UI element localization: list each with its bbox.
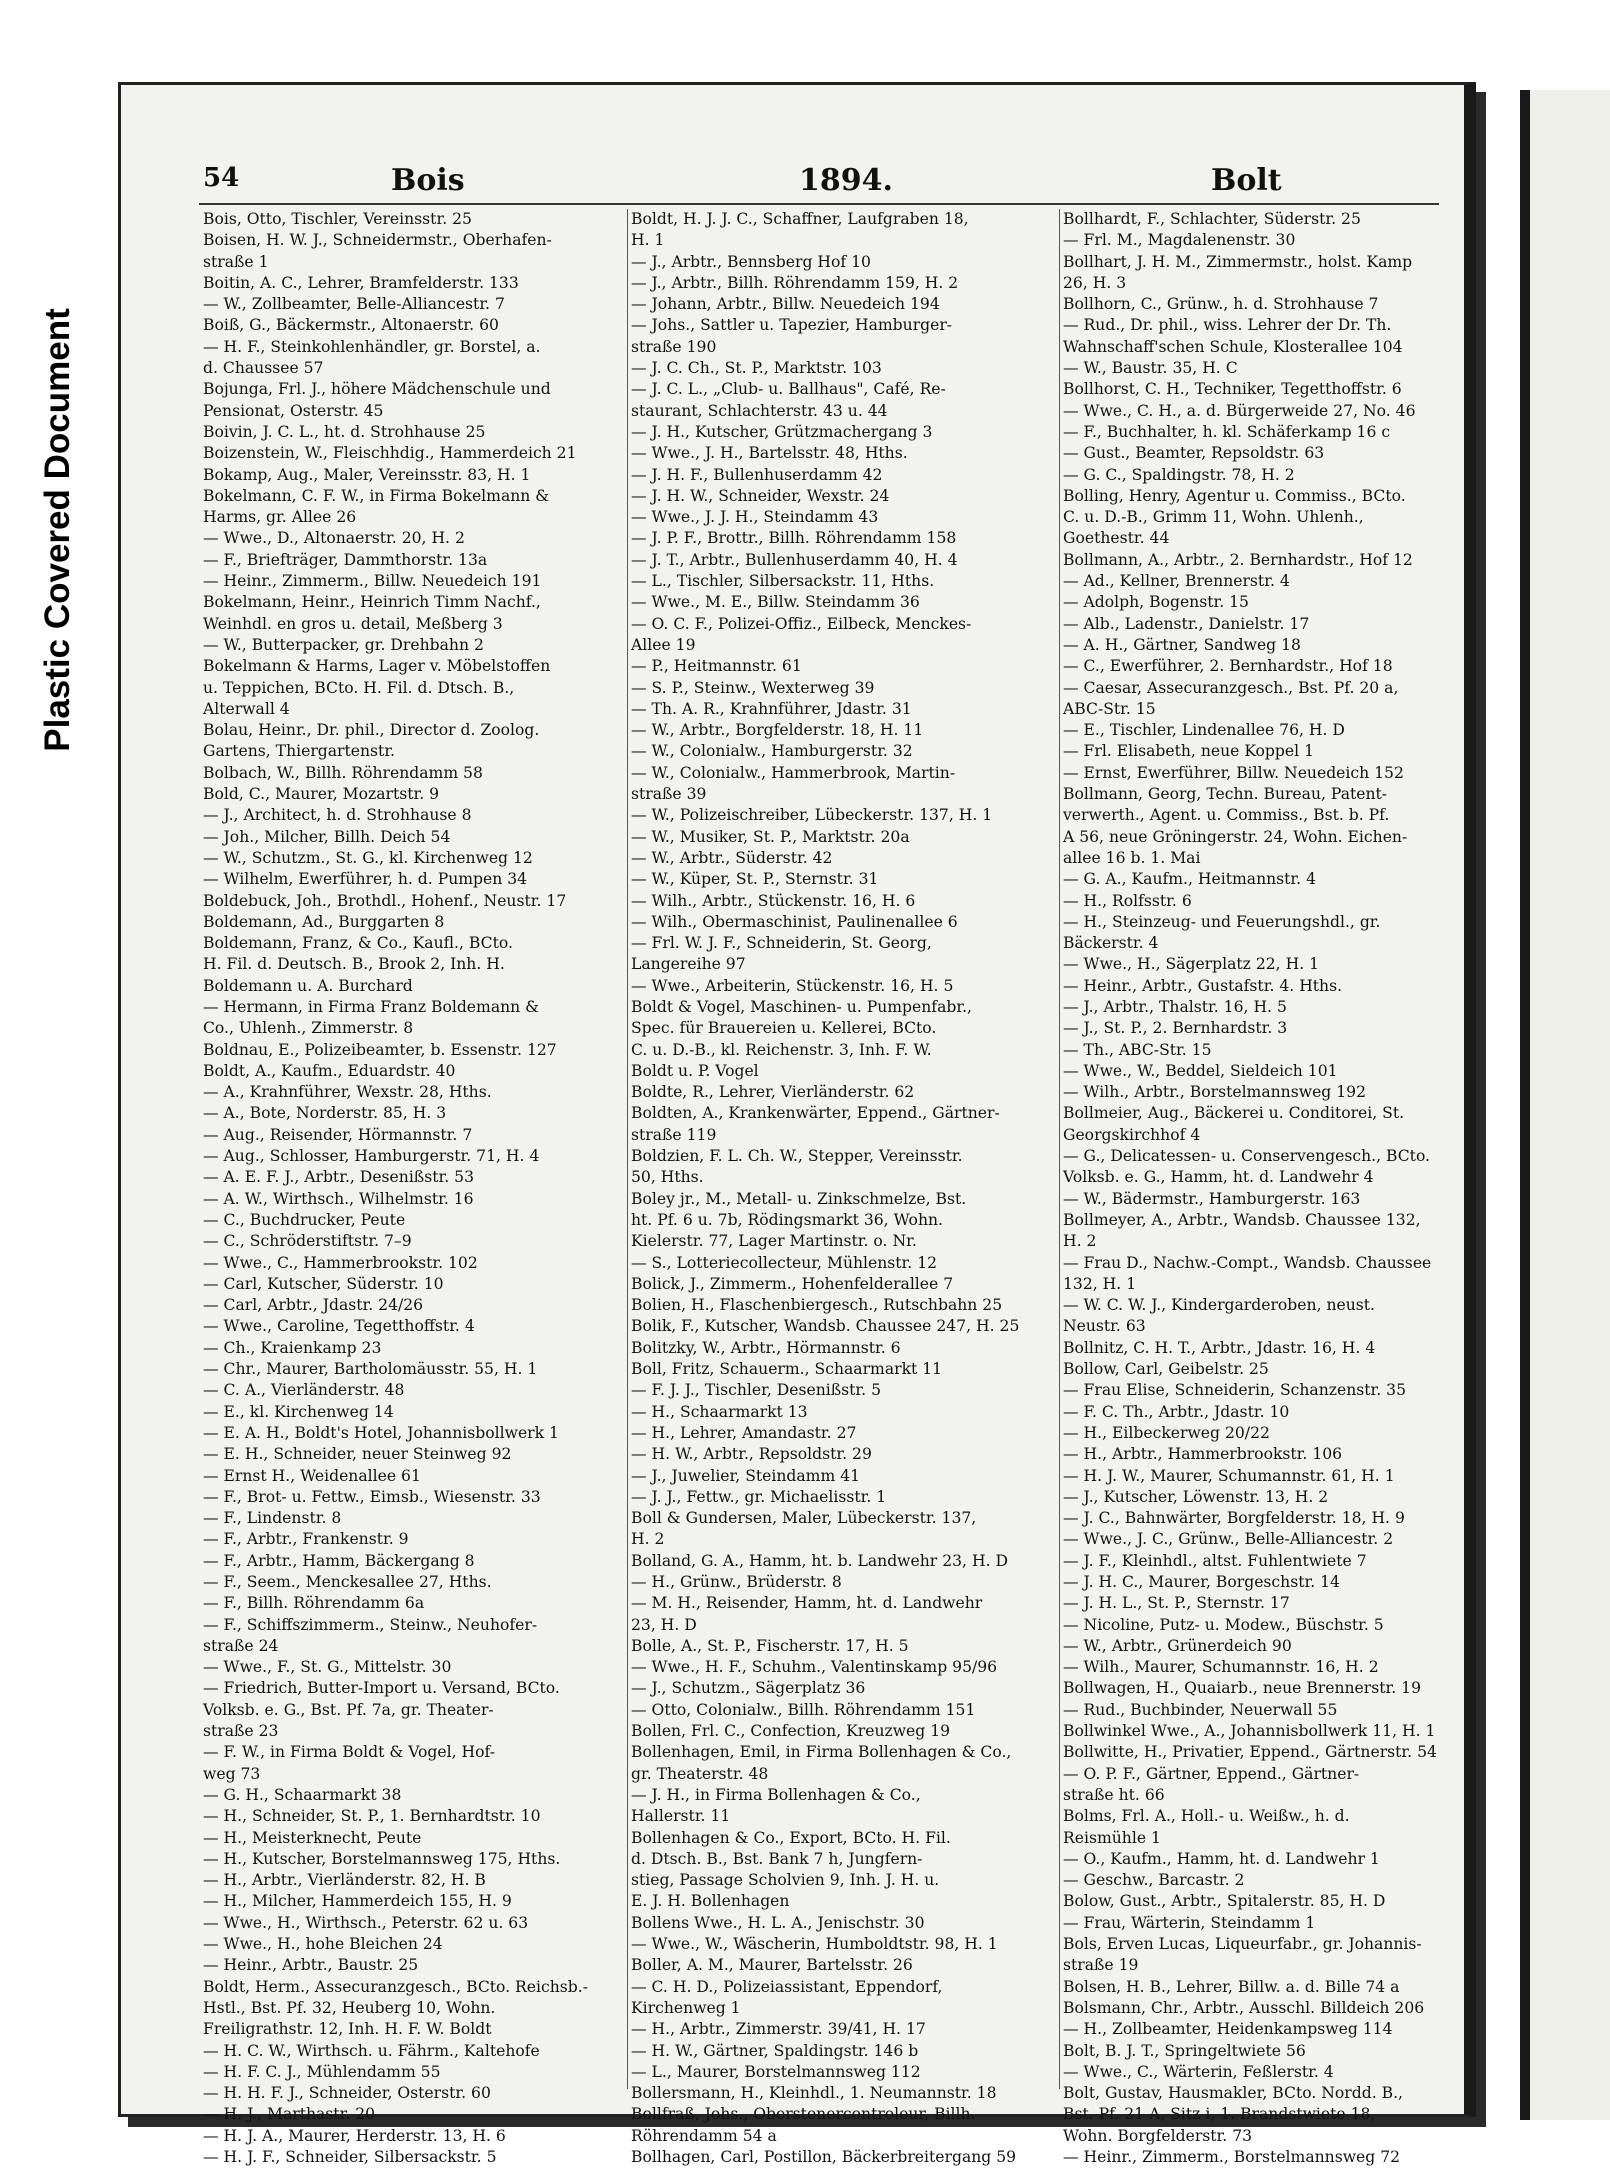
directory-entry-line: — Otto, Colonialw., Billh. Röhrendamm 151 [631, 1700, 976, 1719]
directory-entry-line: Boldt, H. J. J. C., Schaffner, Laufgraben 18, [631, 210, 969, 228]
column-divider-2 [1059, 209, 1060, 2089]
directory-entry-line: — J. P. F., Brottr., Billh. Röhrendamm 158 [631, 529, 957, 548]
directory-entry-line: Neustr. 63 [1063, 1317, 1146, 1336]
directory-column-3 [1063, 209, 1453, 2168]
directory-page [118, 82, 1476, 2167]
directory-entry-line: — H., Grünw., Brüderstr. 8 [631, 1573, 842, 1591]
directory-entry-line: — Carl, Kutscher, Süderstr. 10 [203, 1274, 444, 1293]
directory-entry-line: Bollwitte, H., Privatier, Eppend., Gärtnerstr. 54 [1063, 1743, 1437, 1762]
directory-entry-line: Bokelmann, Heinr., Heinrich Timm Nachf., [203, 593, 541, 612]
directory-entry-line: Bollhagen, Carl, Postillon, Bäckerbreitergang 59 [631, 2148, 1017, 2167]
directory-entry-line: Bollen, Frl. C., Confection, Kreuzweg 19 [631, 1722, 951, 1741]
directory-entry-line: — Friedrich, Butter-Import u. Versand, BCto. [203, 1679, 560, 1698]
directory-entry-line: — J. F., Kleinhdl., altst. Fuhlentwiete 7 [1063, 1551, 1367, 1570]
directory-entry-line: — H., Lehrer, Amandastr. 27 [631, 1423, 857, 1442]
directory-entry-line: — Wwe., Caroline, Tegetthoffstr. 4 [203, 1317, 475, 1336]
directory-entry-line: — H., Schneider, St. P., 1. Bernhardtstr. 10 [203, 1807, 541, 1826]
directory-entry-line: — H., Arbtr., Zimmerstr. 39/41, H. 17 [631, 2020, 926, 2039]
directory-entry-line: Bollenhagen & Co., Export, BCto. H. Fil. [631, 1828, 951, 1847]
directory-entry-line: — A. E. F. J., Arbtr., Desenißstr. 53 [203, 1168, 474, 1187]
directory-entry-line: C. u. D.-B., kl. Reichenstr. 3, Inh. F. W. [631, 1040, 932, 1059]
directory-entry-line: Bolik, F., Kutscher, Wandsb. Chaussee 247, H. 25 [631, 1317, 1020, 1336]
directory-entry-line: — Wwe., D., Altonaerstr. 20, H. 2 [203, 529, 465, 548]
directory-entry-line: — G., Delicatessen- u. Conservengesch., BCto. [1063, 1147, 1431, 1166]
directory-entry-line: ABC-Str. 15 [1063, 699, 1156, 718]
directory-entry-line: — Wwe., H., hohe Bleichen 24 [203, 1935, 443, 1954]
directory-entry-line: Boley jr., M., Metall- u. Zinkschmelze, Bst. [631, 1189, 967, 1208]
directory-entry-line: Bollersmann, H., Kleinhdl., 1. Neumannstr. 18 [631, 2084, 997, 2103]
directory-entry-line: Boldemann, Ad., Burggarten 8 [203, 912, 445, 931]
directory-entry-line: Bollwinkel Wwe., A., Johannisbollwerk 11, H. 1 [1063, 1722, 1436, 1741]
directory-entry-line: H. 2 [1063, 1232, 1097, 1251]
directory-entry-line: Bollfraß, Johs., Oberstenercontroleur, Billh. [631, 2105, 976, 2124]
directory-entry-line: — J., Arbtr., Thalstr. 16, H. 5 [1063, 997, 1287, 1016]
directory-entry-line: Harms, gr. Allee 26 [203, 508, 357, 527]
directory-entry-line: Bollmeyer, A., Arbtr., Wandsb. Chaussee 132, [1063, 1210, 1421, 1229]
directory-entry-line: — Wilh., Arbtr., Stückenstr. 16, H. 6 [631, 891, 916, 910]
directory-entry-line: Bokelmann & Harms, Lager v. Möbelstoffen [203, 657, 551, 676]
header-rule [199, 203, 1439, 205]
directory-entry-line: — H., Kutscher, Borstelmannsweg 175, Hths. [203, 1849, 561, 1868]
directory-entry-line: — Geschw., Barcastr. 2 [1063, 1871, 1245, 1890]
directory-entry-line: Alterwall 4 [203, 699, 290, 718]
directory-entry-line: Allee 19 [631, 635, 696, 654]
directory-entry-line: Bollow, Carl, Geibelstr. 25 [1063, 1360, 1269, 1379]
directory-entry-line: — Wwe., W., Wäscherin, Humboldtstr. 98, H. 1 [631, 1935, 998, 1954]
directory-entry-line: Pensionat, Osterstr. 45 [203, 401, 384, 420]
directory-entry-line: — F. C. Th., Arbtr., Jdastr. 10 [1063, 1402, 1290, 1421]
directory-entry-line: Goethestr. 44 [1063, 529, 1170, 548]
directory-entry-line: Bollmeier, Aug., Bäckerei u. Conditorei, St. [1063, 1104, 1405, 1123]
directory-entry-line: straße 1 [203, 252, 269, 271]
directory-entry-line: — A., Bote, Norderstr. 85, H. 3 [203, 1104, 447, 1123]
directory-entry-line: — Ernst H., Weidenallee 61 [203, 1466, 421, 1485]
directory-entry-line: — Wwe., W., Beddel, Sieldeich 101 [1063, 1061, 1338, 1080]
directory-entry-line: — J. H. L., St. P., Sternstr. 17 [1063, 1594, 1290, 1613]
directory-entry-line: — A. W., Wirthsch., Wilhelmstr. 16 [203, 1189, 474, 1208]
directory-entry-line: Boldt, A., Kaufm., Eduardstr. 40 [203, 1061, 456, 1080]
directory-entry-line: Boivin, J. C. L., ht. d. Strohhause 25 [203, 422, 486, 441]
directory-entry-line: ht. Pf. 6 u. 7b, Rödingsmarkt 36, Wohn. [631, 1210, 943, 1229]
directory-entry-line: — Frau Elise, Schneiderin, Schanzenstr. 35 [1063, 1381, 1407, 1400]
directory-entry-line: — H., Zollbeamter, Heidenkampsweg 114 [1063, 2020, 1393, 2039]
directory-entry-line: Wohn. Borgfelderstr. 73 [1063, 2126, 1253, 2145]
directory-entry-line: — F., Billh. Röhrendamm 6a [203, 1594, 425, 1613]
directory-entry-line: — W., Arbtr., Grünerdeich 90 [1063, 1636, 1292, 1655]
directory-entry-line: — Wwe., M. E., Billw. Steindamm 36 [631, 593, 920, 612]
directory-entry-line: Langereihe 97 [631, 955, 746, 974]
directory-entry-line: — W., Baustr. 35, H. C [1063, 359, 1238, 378]
running-head-right: Bolt [1211, 163, 1282, 198]
directory-entry-line: verwerth., Agent. u. Commiss., Bst. b. Pf. [1063, 806, 1390, 825]
side-label [28, 260, 88, 800]
directory-entry-line: — Wwe., Arbeiterin, Stückenstr. 16, H. 5 [631, 976, 954, 995]
page-number: 54 [203, 163, 240, 193]
directory-entry-line: Georgskirchhof 4 [1063, 1125, 1201, 1144]
directory-entry-line: — Ch., Kraienkamp 23 [203, 1338, 382, 1357]
directory-entry-line: Bolt, Gustav, Hausmakler, BCto. Nordd. B., [1063, 2084, 1404, 2103]
directory-entry-line: H. Fil. d. Deutsch. B., Brook 2, Inh. H. [203, 955, 505, 974]
directory-entry-line: — Hermann, in Firma Franz Boldemann & [203, 997, 540, 1016]
directory-entry-line: — Ernst, Ewerführer, Billw. Neuedeich 152 [1063, 763, 1404, 782]
directory-entry-line: Bolbach, W., Billh. Röhrendamm 58 [203, 763, 483, 782]
directory-entry-line: Bols, Erven Lucas, Liqueurfabr., gr. Johannis- [1063, 1935, 1422, 1954]
directory-entry-line: — Frau, Wärterin, Steindamm 1 [1063, 1913, 1316, 1932]
directory-entry-line: — Wwe., J. H., Bartelsstr. 48, Hths. [631, 444, 908, 463]
directory-entry-line: Bollens Wwe., H. L. A., Jenischstr. 30 [631, 1913, 925, 1932]
directory-entry-line: — Joh., Milcher, Billh. Deich 54 [203, 827, 451, 846]
directory-entry-line: — C., Buchdrucker, Peute [203, 1210, 406, 1229]
directory-entry-line: — J., Architect, h. d. Strohhause 8 [203, 806, 472, 825]
directory-entry-line: Bolau, Heinr., Dr. phil., Director d. Zoolog. [203, 721, 540, 740]
directory-entry-line: — J. T., Arbtr., Bullenhuserdamm 40, H. 4 [631, 550, 958, 569]
directory-entry-line: — J. J., Fettw., gr. Michaelisstr. 1 [631, 1487, 887, 1506]
directory-entry-line: Bolle, A., St. P., Fischerstr. 17, H. 5 [631, 1636, 909, 1655]
directory-entry-line: Volksb. e. G., Hamm, ht. d. Landwehr 4 [1063, 1168, 1374, 1187]
directory-entry-line: — Frl. Elisabeth, neue Koppel 1 [1063, 742, 1314, 761]
directory-entry-line: Volksb. e. G., Bst. Pf. 7a, gr. Theater- [203, 1700, 494, 1719]
directory-entry-line: Boldt u. P. Vogel [631, 1061, 759, 1080]
directory-entry-line: — F. W., in Firma Boldt & Vogel, Hof- [203, 1743, 495, 1762]
directory-entry-line: Bolms, Frl. A., Holl.- u. Weißw., h. d. [1063, 1807, 1350, 1826]
directory-entry-line: — Wilh., Maurer, Schumannstr. 16, H. 2 [1063, 1658, 1379, 1677]
directory-entry-line: Bolling, Henry, Agentur u. Commiss., BCto. [1063, 486, 1406, 505]
directory-entry-line: — O. P. F., Gärtner, Eppend., Gärtner- [1063, 1764, 1360, 1783]
directory-entry-line: — F., Arbtr., Frankenstr. 9 [203, 1530, 409, 1549]
directory-entry-line: — W., Zollbeamter, Belle-Alliancestr. 7 [203, 295, 505, 314]
directory-entry-line: — G. C., Spaldingstr. 78, H. 2 [1063, 465, 1295, 484]
directory-entry-line: Gartens, Thiergartenstr. [203, 742, 396, 761]
directory-entry-line: — Wwe., C., Hammerbrookstr. 102 [203, 1253, 478, 1272]
directory-entry-line: — G. H., Schaarmarkt 38 [203, 1785, 402, 1804]
directory-entry-line: — Wwe., J. J. H., Steindamm 43 [631, 508, 879, 527]
directory-entry-line: 23, H. D [631, 1615, 697, 1634]
directory-entry-line: Boldemann, Franz, & Co., Kaufl., BCto. [203, 934, 513, 953]
directory-entry-line: Bollnitz, C. H. T., Arbtr., Jdastr. 16, H. 4 [1063, 1338, 1376, 1357]
directory-entry-line: Weinhdl. en gros u. detail, Meßberg 3 [203, 614, 503, 633]
directory-entry-line: — H. F. C. J., Mühlendamm 55 [203, 2062, 441, 2081]
directory-entry-line: d. Chaussee 57 [203, 359, 324, 378]
directory-entry-line: A 56, neue Gröningerstr. 24, Wohn. Eichen- [1063, 827, 1408, 846]
directory-entry-line: Bollmann, Georg, Techn. Bureau, Patent- [1063, 785, 1388, 804]
directory-entry-line: straße 23 [203, 1722, 279, 1741]
directory-entry-line: staurant, Schlachterstr. 43 u. 44 [631, 401, 888, 420]
directory-entry-line: Bolick, J., Zimmerm., Hohenfelderallee 7 [631, 1274, 954, 1293]
directory-entry-line: straße 19 [1063, 1956, 1139, 1975]
directory-entry-line: — O., Kaufm., Hamm, ht. d. Landwehr 1 [1063, 1849, 1380, 1868]
directory-entry-line: — S., Lotteriecollecteur, Mühlenstr. 12 [631, 1253, 938, 1272]
directory-entry-line: Boldten, A., Krankenwärter, Eppend., Gärtner- [631, 1104, 1000, 1123]
directory-entry-line: — Th. A. R., Krahnführer, Jdastr. 31 [631, 699, 912, 718]
directory-entry-line: — S. P., Steinw., Wexterweg 39 [631, 678, 875, 697]
directory-entry-line: — Johs., Sattler u. Tapezier, Hamburger- [631, 316, 953, 335]
directory-entry-line: — J., Arbtr., Billh. Röhrendamm 159, H. 2 [631, 273, 959, 292]
directory-entry-line: — F., Buchhalter, h. kl. Schäferkamp 16 c [1063, 422, 1391, 441]
directory-entry-line: — J. H., Kutscher, Grützmachergang 3 [631, 422, 933, 441]
directory-entry-line: Bollhart, J. H. M., Zimmermstr., holst. Kamp [1063, 252, 1413, 271]
directory-entry-line: — Wwe., H. F., Schuhm., Valentinskamp 95/96 [631, 1658, 998, 1677]
directory-entry-line: Boldnau, E., Polizeibeamter, b. Essenstr. 127 [203, 1040, 557, 1059]
directory-entry-line: — E., kl. Kirchenweg 14 [203, 1402, 394, 1421]
directory-entry-line: — Rud., Dr. phil., wiss. Lehrer der Dr. Th. [1063, 316, 1392, 335]
directory-entry-line: Bokamp, Aug., Maler, Vereinsstr. 83, H. 1 [203, 465, 531, 484]
directory-entry-line: straße ht. 66 [1063, 1785, 1165, 1804]
directory-entry-line: — Heinr., Arbtr., Baustr. 25 [203, 1956, 419, 1975]
directory-entry-line: Bold, C., Maurer, Mozartstr. 9 [203, 785, 440, 804]
directory-column-1 [203, 209, 629, 2168]
directory-entry-line: — H. W., Gärtner, Spaldingstr. 146 b [631, 2041, 919, 2060]
directory-entry-line: 50, Hths. [631, 1168, 704, 1187]
directory-entry-line: Bolt, B. J. T., Springeltwiete 56 [1063, 2041, 1306, 2060]
directory-entry-line: — H., Eilbeckerweg 20/22 [1063, 1423, 1270, 1442]
directory-entry-line: Boiß, G., Bäckermstr., Altonaerstr. 60 [203, 316, 499, 335]
directory-entry-line: — Aug., Reisender, Hörmannstr. 7 [203, 1125, 473, 1144]
directory-entry-line: Boldt, Herm., Assecuranzgesch., BCto. Reichsb.- [203, 1977, 588, 1996]
directory-entry-line: — E. H., Schneider, neuer Steinweg 92 [203, 1445, 512, 1464]
directory-entry-line: — Wwe., H., Sägerplatz 22, H. 1 [1063, 955, 1320, 974]
directory-entry-line: — E., Tischler, Lindenallee 76, H. D [1063, 721, 1345, 740]
directory-entry-line: — F., Seem., Menckesallee 27, Hths. [203, 1573, 492, 1591]
directory-entry-line: — C., Schröderstiftstr. 7–9 [203, 1232, 412, 1251]
directory-entry-line: — F., Lindenstr. 8 [203, 1509, 342, 1528]
directory-entry-line: — Wilh., Obermaschinist, Paulinenallee 6 [631, 912, 958, 931]
directory-entry-line: Boldt & Vogel, Maschinen- u. Pumpenfabr., [631, 997, 973, 1016]
directory-entry-line: — H., Meisterknecht, Peute [203, 1828, 422, 1847]
directory-entry-line: — Wilhelm, Ewerführer, h. d. Pumpen 34 [203, 870, 528, 889]
directory-entry-line: allee 16 b. 1. Mai [1063, 848, 1201, 867]
directory-entry-line: — Frl. M., Magdalenenstr. 30 [1063, 231, 1296, 250]
directory-entry-line: — L., Maurer, Borstelmannsweg 112 [631, 2062, 921, 2081]
directory-entry-line: Bäckerstr. 4 [1063, 934, 1159, 953]
side-label-text: Plastic Covered Document [38, 308, 77, 752]
directory-entry-line: — F., Briefträger, Dammthorstr. 13a [203, 550, 488, 569]
adjacent-page-edge [1520, 90, 1610, 2120]
directory-entry-line: Bois, Otto, Tischler, Vereinsstr. 25 [203, 210, 472, 228]
directory-entry-line: — Gust., Beamter, Repsoldstr. 63 [1063, 444, 1325, 463]
directory-entry-line: — Wwe., F., St. G., Mittelstr. 30 [203, 1658, 452, 1677]
directory-entry-line: — H. H. F. J., Schneider, Osterstr. 60 [203, 2084, 491, 2103]
directory-entry-line: Kirchenweg 1 [631, 1998, 741, 2017]
directory-entry-line: Hstl., Bst. Pf. 32, Heuberg 10, Wohn. [203, 1998, 496, 2017]
directory-entry-line: — Caesar, Assecuranzgesch., Bst. Pf. 20 a, [1063, 678, 1399, 697]
directory-entry-line: Spec. für Brauereien u. Kellerei, BCto. [631, 1019, 937, 1038]
directory-entry-line: Boldzien, F. L. Ch. W., Stepper, Vereinsstr. [631, 1147, 963, 1166]
directory-entry-line: H. 1 [631, 231, 665, 250]
directory-entry-line: Boll, Fritz, Schauerm., Schaarmarkt 11 [631, 1360, 943, 1379]
directory-column-2 [631, 209, 1059, 2168]
directory-entry-line: Boitin, A. C., Lehrer, Bramfelderstr. 133 [203, 273, 519, 292]
directory-entry-line: — Heinr., Arbtr., Gustafstr. 4. Hths. [1063, 976, 1343, 995]
directory-entry-line: — J. H. F., Bullenhuserdamm 42 [631, 465, 883, 484]
directory-entry-line: — W., Küper, St. P., Sternstr. 31 [631, 870, 879, 889]
directory-entry-line: — F., Brot- u. Fettw., Eimsb., Wiesenstr. 33 [203, 1487, 541, 1506]
directory-entry-line: Bollenhagen, Emil, in Firma Bollenhagen & Co., [631, 1743, 1012, 1762]
directory-entry-line: — J. C. L., „Club- u. Ballhaus", Café, Re- [631, 380, 946, 399]
directory-entry-line: — J. H. W., Schneider, Wexstr. 24 [631, 486, 890, 505]
directory-entry-line: — Aug., Schlosser, Hamburgerstr. 71, H. 4 [203, 1147, 540, 1166]
directory-entry-line: — H. J. F., Schneider, Silbersackstr. 5 [203, 2148, 497, 2167]
directory-entry-line: — F. J. J., Tischler, Desenißstr. 5 [631, 1381, 882, 1400]
directory-entry-line: straße 39 [631, 785, 707, 804]
directory-entry-line: — E. A. H., Boldt's Hotel, Johannisbollwerk 1 [203, 1423, 559, 1442]
directory-entry-line: 26, H. 3 [1063, 273, 1127, 292]
directory-entry-line: — Wwe., C. H., a. d. Bürgerweide 27, No. 46 [1063, 401, 1416, 420]
directory-entry-line: — W., Musiker, St. P., Marktstr. 20a [631, 827, 910, 846]
directory-entry-line: — Th., ABC-Str. 15 [1063, 1040, 1212, 1059]
directory-entry-line: — Wwe., C., Wärterin, Feßlerstr. 4 [1063, 2062, 1334, 2081]
directory-entry-line: — H. J. A., Maurer, Herderstr. 13, H. 6 [203, 2126, 506, 2145]
directory-entry-line: — Johann, Arbtr., Billw. Neuedeich 194 [631, 295, 940, 314]
directory-entry-line: Bolland, G. A., Hamm, ht. b. Landwehr 23, H. D [631, 1551, 1008, 1570]
directory-entry-line: — H. J., Marthastr. 20 [203, 2105, 376, 2124]
directory-entry-line: — J. H., in Firma Bollenhagen & Co., [631, 1785, 921, 1804]
directory-entry-line: — M. H., Reisender, Hamm, ht. d. Landwehr [631, 1594, 983, 1613]
directory-entry-line: — Wwe., H., Wirthsch., Peterstr. 62 u. 63 [203, 1913, 529, 1932]
directory-entry-line: — W., Bädermstr., Hamburgerstr. 163 [1063, 1189, 1361, 1208]
directory-entry-line: — H., Steinzeug- und Feuerungshdl., gr. [1063, 912, 1381, 931]
directory-entry-line: Bolsmann, Chr., Arbtr., Ausschl. Billdeich 206 [1063, 1998, 1425, 2017]
directory-entry-line: weg 73 [203, 1764, 261, 1783]
directory-entry-line: straße 119 [631, 1125, 717, 1144]
directory-entry-line: — H., Milcher, Hammerdeich 155, H. 9 [203, 1892, 512, 1911]
directory-entry-line: Bolitzky, W., Arbtr., Hörmannstr. 6 [631, 1338, 901, 1357]
directory-entry-line: — H., Arbtr., Vierländerstr. 82, H. B [203, 1871, 486, 1890]
directory-entry-line: Bolow, Gust., Arbtr., Spitalerstr. 85, H. D [1063, 1892, 1386, 1911]
directory-entry-line: — W., Arbtr., Borgfelderstr. 18, H. 11 [631, 721, 924, 740]
directory-entry-line: Bst. Pf. 21 A, Sitz i, 1. Brandstwiete 18, [1063, 2105, 1376, 2124]
directory-entry-line: stieg, Passage Scholvien 9, Inh. J. H. u. [631, 1871, 940, 1890]
directory-entry-line: — Frau D., Nachw.-Compt., Wandsb. Chaussee [1063, 1253, 1432, 1272]
directory-entry-line: Bolien, H., Flaschenbiergesch., Rutschbahn 25 [631, 1296, 1003, 1315]
directory-entry-line: — H. F., Steinkohlenhändler, gr. Borstel, a. [203, 337, 541, 356]
directory-entry-line: — Wilh., Arbtr., Borstelmannsweg 192 [1063, 1083, 1367, 1102]
directory-entry-line: — W., Schutzm., St. G., kl. Kirchenweg 12 [203, 848, 533, 867]
directory-entry-line: Röhrendamm 54 a [631, 2126, 777, 2145]
directory-entry-line: — W., Colonialw., Hamburgerstr. 32 [631, 742, 913, 761]
directory-entry-line: C. u. D.-B., Grimm 11, Wohn. Uhlenh., [1063, 508, 1364, 527]
directory-entry-line: — J., Arbtr., Bennsberg Hof 10 [631, 252, 871, 271]
running-head-year: 1894. [799, 163, 893, 198]
directory-entry-line: — C. A., Vierländerstr. 48 [203, 1381, 405, 1400]
directory-entry-line: — W., Butterpacker, gr. Drehbahn 2 [203, 635, 484, 654]
directory-entry-line: — J. H. C., Maurer, Borgeschstr. 14 [1063, 1573, 1340, 1591]
directory-entry-line: Boldebuck, Joh., Brothdl., Hohenf., Neustr. 17 [203, 891, 567, 910]
directory-entry-line: — Alb., Ladenstr., Danielstr. 17 [1063, 614, 1310, 633]
directory-entry-line: — A. H., Gärtner, Sandweg 18 [1063, 635, 1301, 654]
directory-entry-line: — H. C. W., Wirthsch. u. Fährm., Kaltehofe [203, 2041, 540, 2060]
directory-entry-line: — G. A., Kaufm., Heitmannstr. 4 [1063, 870, 1317, 889]
directory-entry-line: Bollmann, A., Arbtr., 2. Bernhardstr., Hof 12 [1063, 550, 1413, 569]
directory-entry-line: Co., Uhlenh., Zimmerstr. 8 [203, 1019, 414, 1038]
directory-entry-line: straße 24 [203, 1636, 279, 1655]
directory-entry-line: Bollhorst, C. H., Techniker, Tegetthoffstr. 6 [1063, 380, 1402, 399]
directory-entry-line: — H. J. W., Maurer, Schumannstr. 61, H. 1 [1063, 1466, 1395, 1485]
directory-entry-line: Boll & Gundersen, Maler, Lübeckerstr. 137, [631, 1509, 977, 1528]
directory-entry-line: — W., Polizeischreiber, Lübeckerstr. 137, H. 1 [631, 806, 993, 825]
directory-entry-line: Bollhorn, C., Grünw., h. d. Strohhause 7 [1063, 295, 1379, 314]
directory-entry-line: — Chr., Maurer, Bartholomäusstr. 55, H. 1 [203, 1360, 538, 1379]
directory-entry-line: — Rud., Buchbinder, Neuerwall 55 [1063, 1700, 1338, 1719]
directory-entry-line: — F., Arbtr., Hamm, Bäckergang 8 [203, 1551, 475, 1570]
directory-entry-line: Bollhardt, F., Schlachter, Süderstr. 25 [1063, 210, 1361, 228]
directory-entry-line: — L., Tischler, Silbersackstr. 11, Hths. [631, 572, 935, 591]
directory-entry-line: — A., Krahnführer, Wexstr. 28, Hths. [203, 1083, 492, 1102]
directory-entry-line: — Frl. W. J. F., Schneiderin, St. Georg, [631, 934, 932, 953]
directory-entry-line: Boldemann u. A. Burchard [203, 976, 413, 995]
directory-entry-line: d. Dtsch. B., Bst. Bank 7 h, Jungfern- [631, 1849, 923, 1868]
directory-entry-line: — Nicoline, Putz- u. Modew., Büschstr. 5 [1063, 1615, 1384, 1634]
directory-entry-line: Bolsen, H. B., Lehrer, Billw. a. d. Bille 74 a [1063, 1977, 1400, 1996]
directory-entry-line: — H., Schaarmarkt 13 [631, 1402, 808, 1421]
directory-entry-line: — C. H. D., Polizeiassistant, Eppendorf, [631, 1977, 943, 1996]
directory-entry-line: — P., Heitmannstr. 61 [631, 657, 802, 676]
directory-entry-line: — H., Rolfsstr. 6 [1063, 891, 1192, 910]
directory-entry-line: — Ad., Kellner, Brennerstr. 4 [1063, 572, 1290, 591]
directory-entry-line: — J., Kutscher, Löwenstr. 13, H. 2 [1063, 1487, 1329, 1506]
directory-entry-line: Boldte, R., Lehrer, Vierländerstr. 62 [631, 1083, 915, 1102]
directory-entry-line: — O. C. F., Polizei-Offiz., Eilbeck, Menckes- [631, 614, 972, 633]
running-head-left: Bois [391, 163, 465, 198]
directory-entry-line: — H. W., Arbtr., Repsoldstr. 29 [631, 1445, 872, 1464]
directory-entry-line: Kielerstr. 77, Lager Martinstr. o. Nr. [631, 1232, 917, 1251]
directory-entry-line: Freiligrathstr. 12, Inh. H. F. W. Boldt [203, 2020, 492, 2039]
directory-entry-line: — W. C. W. J., Kindergarderoben, neust. [1063, 1296, 1376, 1315]
directory-entry-line: — C., Ewerführer, 2. Bernhardstr., Hof 18 [1063, 657, 1393, 676]
directory-entry-line: Reismühle 1 [1063, 1828, 1161, 1847]
directory-entry-line: — J. C. Ch., St. P., Marktstr. 103 [631, 359, 882, 378]
directory-entry-line: Boizenstein, W., Fleischhdig., Hammerdeich 21 [203, 444, 577, 463]
directory-entry-line: — H., Arbtr., Hammerbrookstr. 106 [1063, 1445, 1343, 1464]
directory-entry-line: u. Teppichen, BCto. H. Fil. d. Dtsch. B., [203, 678, 515, 697]
directory-entry-line: straße 190 [631, 337, 717, 356]
directory-entry-line: — Wwe., J. C., Grünw., Belle-Alliancestr. 2 [1063, 1530, 1394, 1549]
directory-entry-line: — Heinr., Zimmerm., Borstelmannsweg 72 [1063, 2148, 1401, 2167]
directory-entry-line: — Heinr., Zimmerm., Billw. Neuedeich 191 [203, 572, 542, 591]
directory-entry-line: — Adolph, Bogenstr. 15 [1063, 593, 1249, 612]
directory-entry-line: 132, H. 1 [1063, 1274, 1137, 1293]
directory-entry-line: — W., Colonialw., Hammerbrook, Martin- [631, 763, 956, 782]
directory-entry-line: — J., St. P., 2. Bernhardstr. 3 [1063, 1019, 1288, 1038]
directory-entry-line: E. J. H. Bollenhagen [631, 1892, 790, 1911]
directory-entry-line: — Carl, Arbtr., Jdastr. 24/26 [203, 1296, 424, 1315]
directory-entry-line: Wahnschaff'schen Schule, Klosterallee 104 [1063, 337, 1403, 356]
directory-entry-line: Bollwagen, H., Quaiarb., neue Brennerstr. 19 [1063, 1679, 1421, 1698]
directory-entry-line: — F., Schiffszimmerm., Steinw., Neuhofer- [203, 1615, 538, 1634]
directory-entry-line: Boisen, H. W. J., Schneidermstr., Oberhafen- [203, 231, 552, 250]
directory-entry-line: — J. C., Bahnwärter, Borgfelderstr. 18, H. 9 [1063, 1509, 1405, 1528]
directory-entry-line: — J., Juwelier, Steindamm 41 [631, 1466, 861, 1485]
directory-entry-line: — J., Schutzm., Sägerplatz 36 [631, 1679, 866, 1698]
directory-entry-line: Hallerstr. 11 [631, 1807, 731, 1826]
directory-entry-line: Bojunga, Frl. J., höhere Mädchenschule und [203, 380, 551, 399]
directory-entry-line: gr. Theaterstr. 48 [631, 1764, 769, 1783]
directory-entry-line: Boller, A. M., Maurer, Bartelsstr. 26 [631, 1956, 913, 1975]
directory-entry-line: H. 2 [631, 1530, 665, 1549]
directory-entry-line: — W., Arbtr., Süderstr. 42 [631, 848, 833, 867]
directory-entry-line: Bokelmann, C. F. W., in Firma Bokelmann & [203, 486, 550, 505]
